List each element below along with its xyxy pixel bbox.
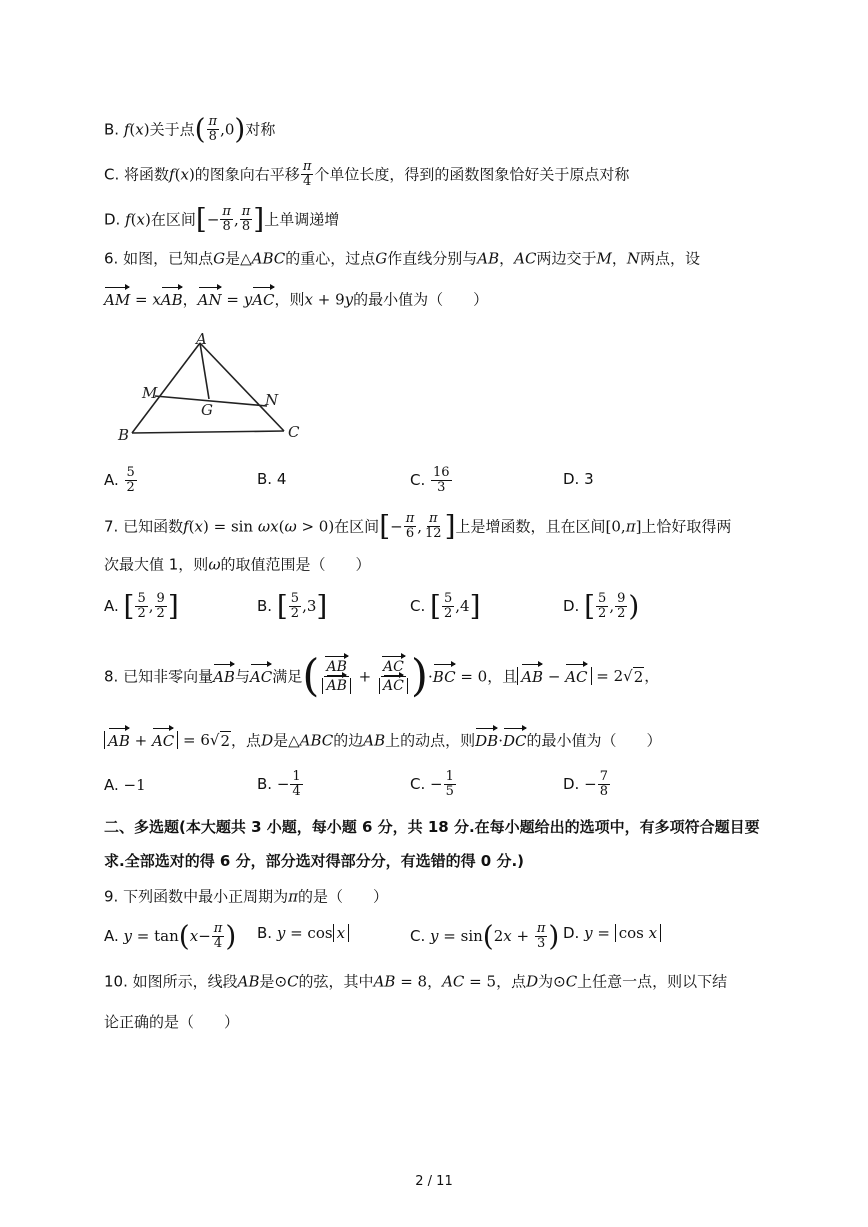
q7-option-a: A. [ $\frac{5}{2}$ , $\frac{9}{2}$ ] xyxy=(104,589,179,623)
q10-stem-line1: 10. 如图所示，线段AB是⊙C的弦，其中AB = 8，AC = 5，点D为⊙C上任意一点，则以下结 xyxy=(104,972,728,991)
triangle-figure xyxy=(112,328,312,446)
q8-option-c: C. − $\frac{1}{5}$ xyxy=(410,769,454,799)
label-b: B xyxy=(118,426,130,444)
q8-option-b: B. − $\frac{1}{4}$ xyxy=(257,769,301,799)
q6-stem-line2: AM = xAB，AN = yAC，则x + 9y的最小值为（ ） xyxy=(104,290,489,309)
side-bc xyxy=(132,431,284,433)
q8-stem-line1: 8. 已知非零向量AB与AC满足( $\frac{AB}{AB}$ + $\frac{AC}{AC}$ )·BC = 0，且 AB − AC = 2√2， xyxy=(104,650,660,702)
label-g: G xyxy=(201,401,213,419)
q9-option-c: C. y = sin(2x + $\frac{\pi}{3}$ ) xyxy=(410,919,560,953)
label-c: C xyxy=(288,423,300,441)
section-heading-line2: 求.全部选对的得 6 分，部分选对得部分分，有选错的得 0 分.) xyxy=(104,852,525,870)
q5-option-d: D. f(x)在区间[− $\frac{\pi}{8}$ , $\frac{\pi}{8}$ ]上单调递增 xyxy=(104,202,340,236)
q5-option-c: C. 将函数f(x)的图象向右平移 $\frac{\pi}{4}$ 个单位长度，得到的函数图象恰好关于原点对称 xyxy=(104,159,630,189)
q7-stem-line1: 7. 已知函数f(x) = sin ωx(ω > 0)在区间[− $\frac{\pi}{6}$ , $\frac{\pi}{12}$ ]上是增函数，且在区间[0,π]上恰好取得两 xyxy=(104,509,732,543)
q6-stem-line1: 6. 如图，已知点G是△ABC的重心，过点G作直线分别与AB，AC两边交于M，N两点，设 xyxy=(104,249,700,268)
q7-option-b: B. [ $\frac{5}{2}$ ,3] xyxy=(257,589,328,623)
q7-option-d: D. [ $\frac{5}{2}$ , $\frac{9}{2}$ ) xyxy=(563,589,640,623)
q6-option-d: D. 3 xyxy=(563,470,594,488)
page-number: 2 / 11 xyxy=(415,1174,453,1189)
q10-stem-line2: 论正确的是（ ） xyxy=(104,1013,240,1031)
q6-option-b: B. 4 xyxy=(257,470,287,488)
q8-option-d: D. − $\frac{7}{8}$ xyxy=(563,769,608,799)
option-label: B. xyxy=(104,120,120,139)
q8-stem-line2: AB + AC = 6√2，点D是△ABC的边AB上的动点，则DB·DC的最小值为（ ） xyxy=(104,729,662,752)
label-n: N xyxy=(265,391,279,409)
q9-option-b: B. y = cos x xyxy=(257,922,349,944)
q9-option-a: A. y = tan(x− $\frac{\pi}{4}$ ) xyxy=(104,919,237,953)
q6-option-c: C. $\frac{16}{3}$ xyxy=(410,465,450,495)
q9-option-d: D. y = cos x xyxy=(563,922,661,944)
q7-stem-line2: 次最大值 1，则ω的取值范围是（ ） xyxy=(104,555,371,574)
label-m: M xyxy=(142,384,158,402)
label-a: A xyxy=(196,330,207,348)
q7-option-c: C. [ $\frac{5}{2}$ ,4] xyxy=(410,589,481,623)
q8-option-a: A. −1 xyxy=(104,776,146,794)
q6-option-a: A. $\frac{5}{2}$ xyxy=(104,465,135,495)
q9-stem: 9. 下列函数中最小正周期为π的是（ ） xyxy=(104,887,388,906)
q5-option-b: B. f(x)关于点( $\frac{\pi}{8}$ ,0)对称 xyxy=(104,112,276,146)
section-heading-line1: 二、多选题(本大题共 3 小题，每小题 6 分，共 18 分.在每小题给出的选项中，有多项符合题目要 xyxy=(104,818,760,836)
